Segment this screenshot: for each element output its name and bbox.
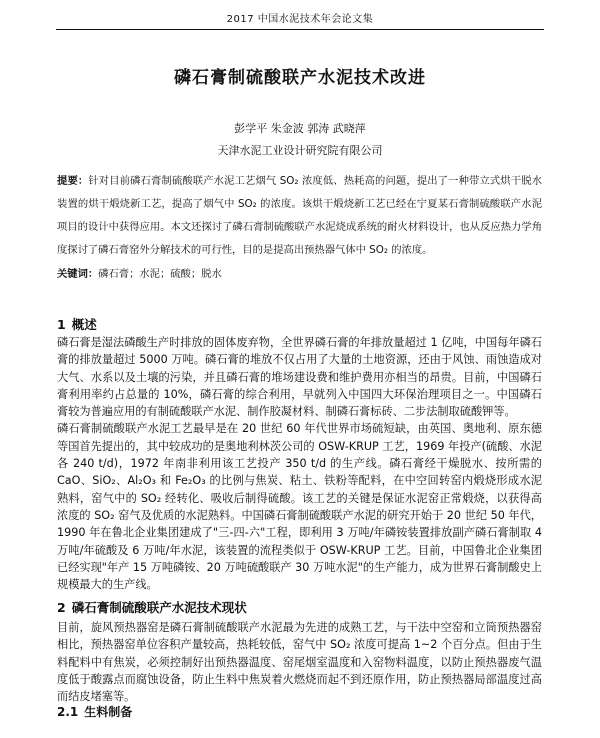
affiliation: 天津水泥工业设计研究院有限公司 [217,144,383,157]
section-heading-2 [57,598,247,616]
keywords [57,265,542,280]
paragraph: 目前，旋风预热器窑是磷石膏制硫酸联产水泥最为先进的成熟工艺，与干法中空窑和立筒预热器窑相比，预热器窑单位容积产量较高，热耗较低，窑气中 SO₂ 浓度可提高 1~2 个百分点。但由于生料配料中有焦炭，必须控制好出预热器温度、窑尾烟室温度和入窑物料温度，以防止预热器废气温度低于酸露点而腐蚀设备，防止生料中焦炭着火燃烧而起不到还原作用，防止预热器局部温度过高而结皮堵塞等。 [57,621,542,704]
abstract [57,170,542,262]
section-number: 1 [57,317,66,332]
paragraph: 磷石膏是湿法磷酸生产时排放的固体废弃物，全世界磷石膏的年排放量超过 1 亿吨，中国每年磷石膏的排放量超过 5000 万吨。磷石膏的堆放不仅占用了大量的土地资源，还由于风蚀、雨蚀造成对大气、水系以及土壤的污染，并且磷石膏的堆场建设费和维护费用亦相当的昂贵。目前，中国磷石膏利用率约占总量的 10%，磷石膏的综合利用，早就列入中国四大环保治理项目之一。中国磷石膏较为普遍应用的有制硫酸联产水泥、制作胶凝材料、制磷石膏标砖、二步法制取硫酸钾等。 [57,336,542,419]
keywords-label: 关键词： [57,268,99,280]
section-number: 2 [57,600,66,615]
abstract-text: 针对目前磷石膏制硫酸联产水泥工艺烟气 SO₂ 浓度低、热耗高的问题，提出了一种带立式烘干脱水装置的烘干煅烧新工艺，提高了烟气中 SO₂ 的浓度。该烘干煅烧新工艺已经在宁夏某石膏制硫酸联产水泥项目的设计中获得应用。本文还探讨了磷石膏制硫酸联产水泥烧成系统的耐火材料设计，也从反应热力学角度探讨了磷石膏窑外分解技术的可行性，目的是提高出预热器气体中 SO₂ 的浓度。 [57,175,542,256]
paragraph: 磷石膏制硫酸联产水泥工艺最早是在 20 世纪 60 年代世界市场硫短缺，由英国、奥地利、原东德等国首先提出的，其中较成功的是奥地利林茨公司的 OSW-KRUP 工艺，1969 年投产(硫酸、水泥各 240 t/d)，1972 年南非利用该工艺投产 350 t/d 的生产线。磷石膏经干燥脱水、按所需的 CaO、SiO₂、Al₂O₃ 和 Fe₂O₃ 的比例与焦炭、粘土、铁粉等配料，在中空回转窑内煅烧形成水泥熟料，窑气中的 SO₂ 经转化、吸收后制得硫酸。该工艺的关键是保证水泥窑正常煅烧，以获得高浓度的 SO₂ 窑气及优质的水泥熟料。中国磷石膏制硫酸联产水泥的研究开始于 20 世纪 50 年代，1990 年在鲁北企业集团建成了"三-四-六"工程，即利用 3 万吨/年磷铵装置排放副产磷石膏制取 4 万吨/年硫酸及 6 万吨/年水泥，该装置的流程类似于 OSW-KRUP 工艺。目前，中国鲁北企业集团已经实现"年产 15 万吨磷铵、20 万吨硫酸联产 30 万吨水泥"的生产能力，成为世界石膏制酸史上规模最大的生产线。 [57,422,542,592]
section-heading-2-1 [57,703,132,720]
author-list: 彭学平 朱金波 郭涛 武晓萍 [234,122,366,135]
section-heading-1 [57,315,97,333]
section-2-body [57,619,542,705]
section-1-body [57,334,542,593]
running-head: 2017 中国水泥技术年会论文集 [56,10,544,30]
abstract-label: 提要： [57,175,89,187]
section-title: 概述 [71,317,97,332]
section-title: 生料制备 [84,705,133,719]
section-number: 2.1 [57,705,79,719]
section-title: 磷石膏制硫酸联产水泥技术现状 [71,600,247,615]
paper-title: 磷石膏制硫酸联产水泥技术改进 [174,68,426,88]
keywords-text: 磷石膏；水泥；硫酸；脱水 [98,268,222,280]
